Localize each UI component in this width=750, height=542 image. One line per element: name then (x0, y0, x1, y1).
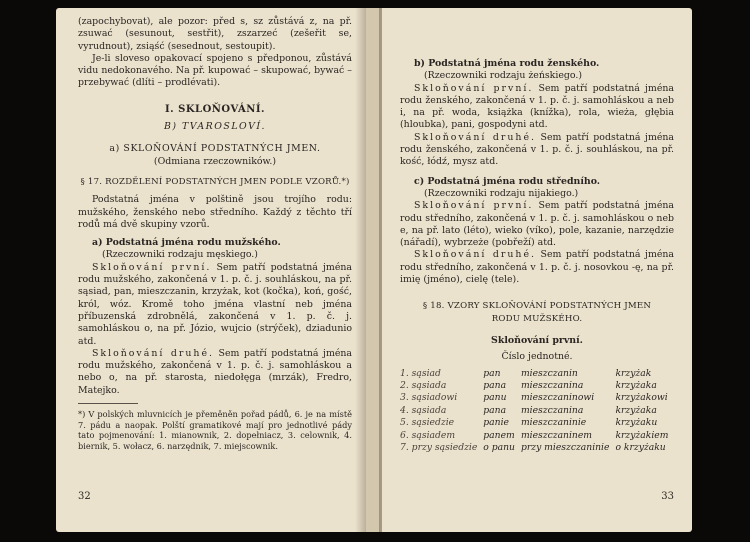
table-cell-c4: krzyżakowi (615, 392, 668, 404)
masculine-second-text: Sem patří podstatná jména rodu mužského, zakončená v 1. p. č. j. samohláskou a nebo o, na př. starosta, niedołęga (mrzák), Fredro, Matejko. (78, 347, 353, 396)
paragraph-genders: Podstatná jména v polštině jsou trojího rodu: mužského, ženského nebo středního. Každý z těchto tří rodů má dvě skupiny vzorů. (78, 194, 352, 230)
declension-table (400, 368, 674, 455)
page-number-left: 32 (78, 491, 91, 502)
table-cell-num: 6. sąsiadem (400, 429, 456, 441)
declension-title: Skloňování první. (491, 334, 583, 346)
masculine-second-declension (78, 348, 352, 397)
table-cell-c4: krzyżakiem (615, 429, 669, 441)
footnote-divider (78, 403, 138, 404)
masculine-first-text: Sem patří podstatná jména rodu mužského, zakončená v 1. p. č. j. souhláskou, na př. sąsiad, pan, mieszczanin, krzyżak, kot (kočka), koń, gość, król, wóz. Kromě toho jména vlastní neb jména příbuzenská zdrobnělá, zakončená v 1. p. č. j. samohláskou o, na př. Józio, wujcio (strýček), dziadunio atd. (78, 261, 352, 347)
table-cell-c3: mieszczaninie (520, 417, 587, 429)
neuter-first-text: Sem patří podstatná jména rodu středního, zakončená v 1. p. č. j. samohláskou o neb e, na př. lato (léto), wieko (víko), pole, kazanie, narzędzie (nářadí), wybrzeże (pobřeží) atd. (400, 200, 674, 249)
feminine-first-declension (400, 83, 674, 132)
table-cell-num: 4. sąsiada (400, 404, 447, 416)
feminine-heading: b) Podstatná jména rodu ženského. (414, 58, 600, 69)
neuter-second-label: Skloňování druhé. (414, 249, 536, 261)
table-cell-c3: mieszczanina (520, 404, 584, 416)
section-17-heading: § 17. ROZDĚLENÍ PODSTATNÝCH JMEN PODLE VZORŮ.*) (80, 176, 350, 187)
table-cell-c3: mieszczanina (520, 379, 584, 391)
right-page-content (400, 16, 674, 454)
feminine-second-text: Sem patří podstatná jména rodu ženského, zakončená v 1. p. č. j. souhláskou, na př. kość, łódź, mysz atd. (400, 131, 675, 168)
table-cell-c2: o panu (483, 441, 515, 453)
table-cell-num: 5. sąsiedzie (400, 417, 455, 429)
table-cell-c4: krzyżaku (615, 417, 658, 429)
feminine-second-label: Skloňování druhé. (414, 131, 536, 143)
table-row (400, 368, 674, 380)
table-cell-c4: krzyżak (615, 367, 652, 379)
paragraph-continuation: (zapochybovat), ale pozor: před s, sz zůstává z, na př. zsuwać (sesunout, sestřit), zszarzeć (zešeřit se, vyrudnout), zsiąść (sesednout, sestoupit). (78, 16, 352, 52)
table-cell-num: 2. sąsiada (400, 379, 447, 391)
section-18-heading: § 18. VZORY SKLOŇOVÁNÍ PODSTATNÝCH JMEN (422, 301, 652, 312)
feminine-first-label: Skloňování první. (414, 82, 534, 94)
table-cell-num: 3. sąsiadowi (400, 392, 458, 404)
table-cell-c3: mieszczaninowi (520, 392, 595, 404)
neuter-second-declension (400, 249, 674, 286)
subchapter-heading: a) SKLOŇOVÁNÍ PODSTATNÝCH JMEN. (109, 143, 321, 155)
table-row (400, 442, 674, 454)
table-cell-c3: mieszczaninem (520, 429, 592, 441)
table-cell-c2: panu (483, 392, 507, 404)
section-18-heading-line2: RODU MUŽSKÉHO. (491, 313, 583, 324)
masculine-first-label: Skloňování první. (92, 261, 212, 273)
feminine-subtitle: (Rzeczowniki rodzaju żeńskiego.) (424, 70, 583, 82)
table-cell-c3: przy mieszczaninie (520, 441, 610, 453)
table-cell-num: 1. sąsiad (400, 367, 441, 379)
left-page-content (78, 16, 352, 451)
table-row (400, 405, 674, 417)
table-cell-c2: pan (483, 367, 501, 379)
feminine-first-text: Sem patří podstatná jména rodu ženského, zakončená v 1. p. č. j. samohláskou a neb i, na př. woda, książka (knížka), rola, wieża, głębia (hloubka), pani, gospodyni atd. (400, 82, 674, 131)
table-cell-c2: pana (483, 404, 507, 416)
table-row (400, 392, 674, 404)
neuter-second-text: Sem patří podstatná jména rodu středního, zakončená v 1. p. č. j. nosovkou -ę, na př. imię (jméno), cielę (tele). (400, 249, 675, 286)
table-row (400, 380, 674, 392)
subchapter-subtitle: (Odmiana rzeczowników.) (153, 155, 277, 167)
footnote: *) V polských mluvnicích je přeměněn pořad pádů, 6. je na místě 7. pádu a naopak. Polští gramatikové mají pro jednotlivé pády tato pojmenování: 1. mianownik, 2. dopełniacz, 3. celownik, 4. biernik, 5. wołacz, 6. narzędnik, 7. miejscownik. (78, 409, 352, 451)
table-cell-c4: krzyżaka (615, 379, 657, 391)
table-row (400, 430, 674, 442)
neuter-first-label: Skloňování první. (414, 200, 534, 212)
table-row (400, 417, 674, 429)
table-cell-c3: mieszczanin (520, 367, 578, 379)
table-cell-c2: pana (483, 379, 507, 391)
masculine-heading: a) Podstatná jména rodu mužského. (92, 237, 281, 249)
neuter-heading: c) Podstatná jména rodu středního. (414, 175, 601, 187)
page-number-right: 33 (661, 491, 674, 502)
declension-subtitle: Číslo jednotné. (501, 351, 573, 363)
masculine-second-label: Skloňování druhé. (92, 347, 214, 359)
table-cell-c2: panem (483, 429, 515, 441)
table-cell-c2: panie (483, 417, 509, 429)
neuter-subtitle: (Rzeczowniki rodzaju nijakiego.) (424, 187, 579, 199)
paragraph-iterative-verbs: Je-li sloveso opakovací spojeno s předponou, zůstává vidu nedokonavého. Na př. kupować – skupować, bywać – przebywać (dlíti – prodlévati). (78, 52, 352, 89)
masculine-first-declension (78, 262, 352, 348)
table-cell-c4: o krzyżaku (615, 441, 666, 453)
feminine-second-declension (400, 132, 674, 169)
chapter-heading: I. SKLOŇOVÁNÍ. (164, 103, 265, 115)
table-cell-c4: krzyżaka (615, 404, 657, 416)
table-cell-num: 7. przy sąsiedzie (400, 441, 478, 453)
part-heading: B) TVAROSLOVÍ. (163, 121, 267, 133)
masculine-subtitle: (Rzeczowniki rodzaju męskiego.) (102, 249, 258, 261)
right-page (382, 8, 692, 532)
left-page (56, 8, 366, 532)
neuter-first-declension (400, 200, 674, 249)
